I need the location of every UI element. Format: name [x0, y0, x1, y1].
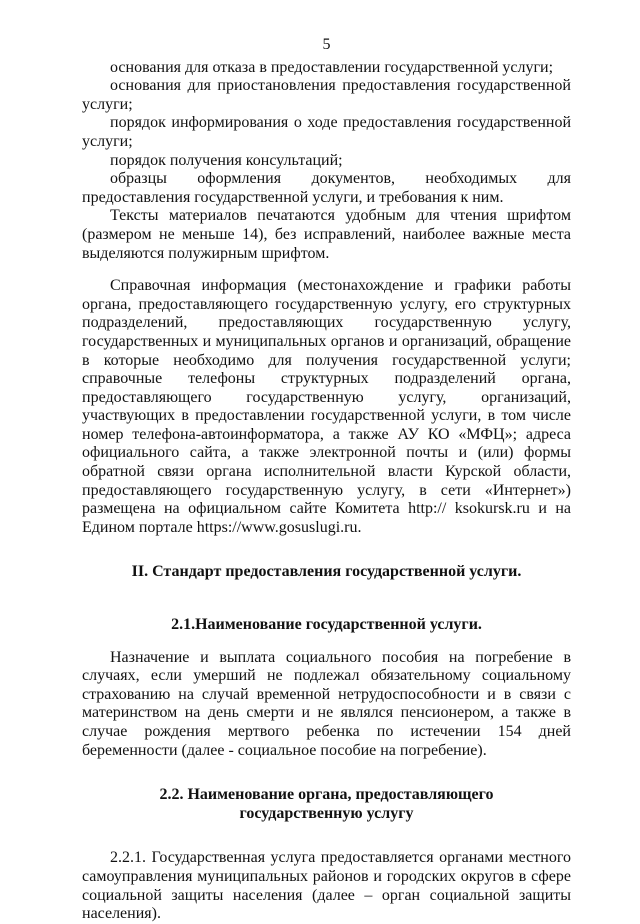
- subsection-heading-cont: государственную услугу: [239, 804, 414, 822]
- reference-paragraph: Справочная информация (местонахождение и графики работы органа, предоставляющего государственную услугу, его структурных подразделений, предоставляющих государственную услугу, государственных и муниципальных органов и организаций, обращение в которые необходимо для получения государственной услуги; справочные телефоны структурных подразделений органа, предоставляющего государственную услугу, организаций, участвующих в предоставлении государственной услуги, в том числе номер телефона-автоинформатора, а также АУ КО «МФЦ»; адреса официального сайта, а также электронной почты и (или) формы обратной связи органа исполнительной власти Курской области, предоставляющего государственную услугу, в сети «Интернет») размещена на официальном сайте Комитета http:// ksokursk.ru и на Едином портале https://www.gosuslugi.ru.: [82, 277, 571, 536]
- list-item: образцы оформления документов, необходимых для предоставления государственной услуги, и требования к ним.: [82, 170, 571, 206]
- subsection-heading: 2.2. Наименование органа, предоставляющего: [159, 786, 494, 804]
- list-item: основания для приостановления предоставления государственной услуги;: [82, 77, 571, 113]
- subsection-heading: 2.1.Наименование государственной услуги.: [171, 616, 482, 634]
- subsection-text: Назначение и выплата социального пособия на погребение в случаях, если умерший не подлежал обязательному социальному страхованию на случай временной нетрудоспособности и в связи с материнством на день смерти и не являлся пенсионером, а также в случае рождения мертвого ребенка по истечении 154 дней беременности (далее - социальное пособие на погребение).: [82, 648, 571, 759]
- subsection-text: 2.2.1. Государственная услуга предоставляется органами местного самоуправления муниципальных районов и городских округов в сфере социальной защиты населения (далее – орган социальной защиты населения).: [82, 849, 571, 923]
- list-item: порядок информирования о ходе предоставления государственной услуги;: [82, 114, 571, 150]
- page-number: 5: [322, 36, 331, 53]
- list-item: основания для отказа в предоставлении государственной услуги;: [110, 58, 554, 76]
- texts-paragraph: Тексты материалов печатаются удобным для чтения шрифтом (размером не меньше 14), без исправлений, наиболее важные места выделяются полужирным шрифтом.: [82, 207, 571, 262]
- list-item: порядок получения консультаций;: [110, 151, 343, 169]
- section-heading: II. Стандарт предоставления государственной услуги.: [131, 563, 522, 581]
